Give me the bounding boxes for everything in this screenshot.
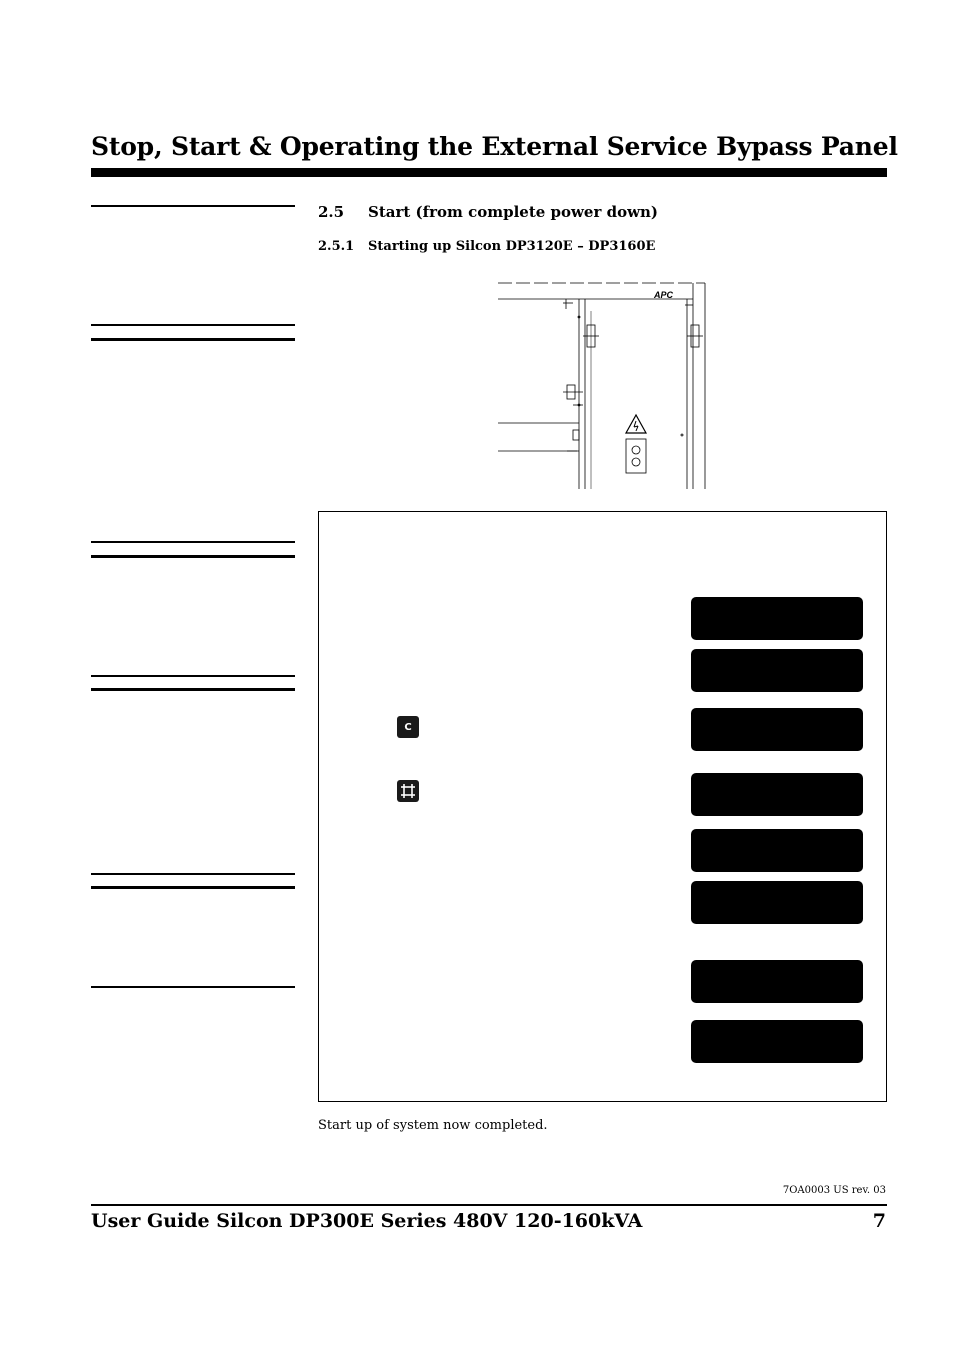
margin-rule — [91, 675, 295, 677]
margin-rule — [91, 555, 295, 558]
lcd-display — [691, 649, 863, 692]
margin-rule — [91, 324, 295, 326]
margin-rule — [91, 205, 295, 207]
footer-rule — [91, 1204, 887, 1206]
subsection-heading — [318, 239, 655, 254]
footer-title: User Guide Silcon DP300E Series 480V 120-160kVA — [91, 1210, 643, 1232]
cabinet-drawing — [497, 281, 709, 491]
section-number: 2.5 — [318, 203, 345, 221]
lcd-display — [691, 1020, 863, 1063]
margin-rule — [91, 886, 295, 889]
lcd-display — [691, 708, 863, 751]
page-number: 7 — [872, 1210, 886, 1232]
document-code: 7OA0003 US rev. 03 — [782, 1185, 886, 1196]
lcd-display — [691, 829, 863, 872]
section-heading — [318, 203, 658, 221]
clear-key-icon — [397, 716, 419, 738]
margin-rule — [91, 338, 295, 341]
margin-rule — [91, 986, 295, 988]
bypass-key-icon — [397, 780, 419, 802]
subsection-number: 2.5.1 — [318, 239, 355, 254]
lcd-display — [691, 960, 863, 1003]
section-title: Start (from complete power down) — [368, 203, 659, 221]
title-rule — [91, 168, 887, 177]
lcd-display — [691, 597, 863, 640]
apc-logo: APC — [654, 290, 674, 300]
margin-rule — [91, 873, 295, 875]
page-title: Stop, Start & Operating the External Service Bypass Panel — [91, 132, 898, 161]
completion-text: Start up of system now completed. — [318, 1118, 548, 1133]
bypass-key-glyph — [400, 783, 416, 799]
clear-key-label: C — [404, 721, 412, 733]
margin-rule — [91, 541, 295, 543]
subsection-title: Starting up Silcon DP3120E – DP3160E — [368, 239, 656, 254]
lcd-display — [691, 881, 863, 924]
lcd-display — [691, 773, 863, 816]
margin-rule — [91, 688, 295, 691]
